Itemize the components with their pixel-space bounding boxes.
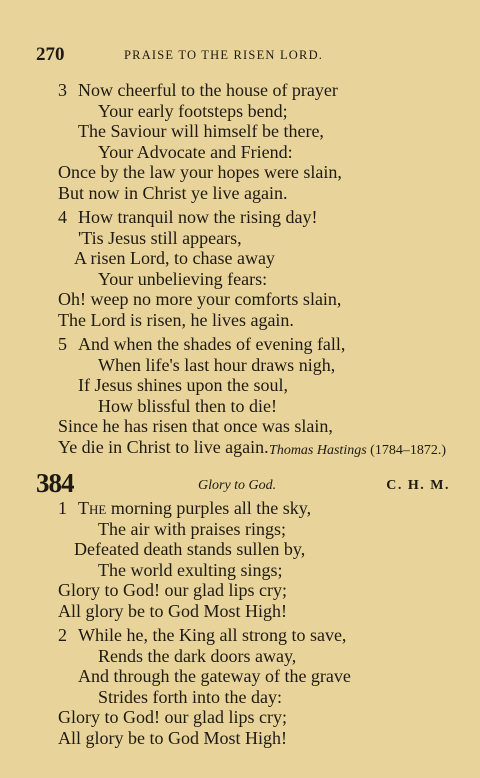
author-attribution [269, 443, 446, 459]
stanza-line: All glory be to God Most High! [58, 727, 287, 748]
stanza-line: If Jesus shines upon the soul, [78, 375, 288, 395]
stanza-line: The world exulting sings; [98, 559, 283, 580]
stanza-line: All glory be to God Most High! [58, 600, 287, 621]
page-header [36, 44, 444, 66]
stanza-line [58, 625, 458, 646]
stanza-line: The air with praises rings; [98, 518, 286, 539]
stanza-line [58, 498, 458, 519]
stanza-line: Glory to God! our glad lips cry; [58, 580, 287, 600]
stanza-line-text: How tranquil now the rising day! [78, 207, 318, 227]
stanza-number: 2 [58, 625, 67, 645]
author-dates: (1784–1872.) [370, 443, 446, 458]
stanza-line: Ye die in Christ to live again. [58, 436, 269, 457]
stanza-line: But now in Christ ye live again. [58, 182, 288, 203]
stanza-number: 5 [58, 334, 67, 354]
stanza-1 [58, 498, 458, 621]
stanza-line: The Lord is risen, he lives again. [58, 309, 294, 330]
stanza-line-text: morning purples all the sky, [110, 498, 312, 518]
stanza-line-text: And when the shades of evening fall, [78, 334, 346, 354]
stanza-line: Once by the law your hopes were slain, [58, 162, 342, 182]
stanza-line: Defeated death stands sullen by, [74, 539, 306, 559]
stanza-line: Glory to God! our glad lips cry; [58, 707, 287, 727]
stanza-line: When life's last hour draws nigh, [98, 354, 336, 375]
author-name: Thomas Hastings [269, 443, 367, 458]
stanza-line: Rends the dark doors away, [98, 645, 297, 666]
stanza-5 [58, 334, 458, 457]
stanza-4 [58, 207, 458, 330]
stanza-line: Your Advocate and Friend: [98, 141, 293, 162]
stanza-number: 4 [58, 207, 67, 227]
hymn-meter: C. H. M. [386, 478, 450, 493]
stanza-line: Strides forth into the day: [98, 686, 282, 707]
hymn-384-text [58, 498, 458, 752]
stanza-line: Your early footsteps bend; [98, 100, 288, 121]
continued-hymn [58, 80, 458, 461]
stanza-line: And through the gateway of the grave [78, 666, 351, 686]
stanza-line: How blissful then to die! [98, 395, 277, 416]
stanza-line: A risen Lord, to chase away [74, 248, 275, 268]
running-head: PRAISE TO THE RISEN LORD. [124, 48, 324, 62]
stanza-line [58, 334, 458, 355]
stanza-line: The Saviour will himself be there, [78, 121, 324, 141]
stanza-line: Your unbelieving fears: [98, 268, 268, 289]
first-word: The [78, 498, 107, 518]
stanza-line-text: While he, the King all strong to save, [78, 625, 347, 645]
stanza-line [58, 80, 458, 101]
page-number: 270 [36, 44, 65, 65]
stanza-line-text: Now cheerful to the house of prayer [78, 80, 338, 100]
hymn-heading [36, 468, 450, 496]
stanza-line: Since he has risen that once was slain, [58, 416, 333, 436]
stanza-line: Oh! weep no more your comforts slain, [58, 289, 342, 309]
stanza-number: 3 [58, 80, 67, 100]
hymn-title: Glory to God. [198, 478, 277, 493]
stanza-line [58, 207, 458, 228]
stanza-number: 1 [58, 498, 67, 518]
stanza-2 [58, 625, 458, 748]
hymn-number: 384 [36, 468, 74, 498]
stanza-line: 'Tis Jesus still appears, [78, 227, 242, 248]
stanza-3 [58, 80, 458, 203]
